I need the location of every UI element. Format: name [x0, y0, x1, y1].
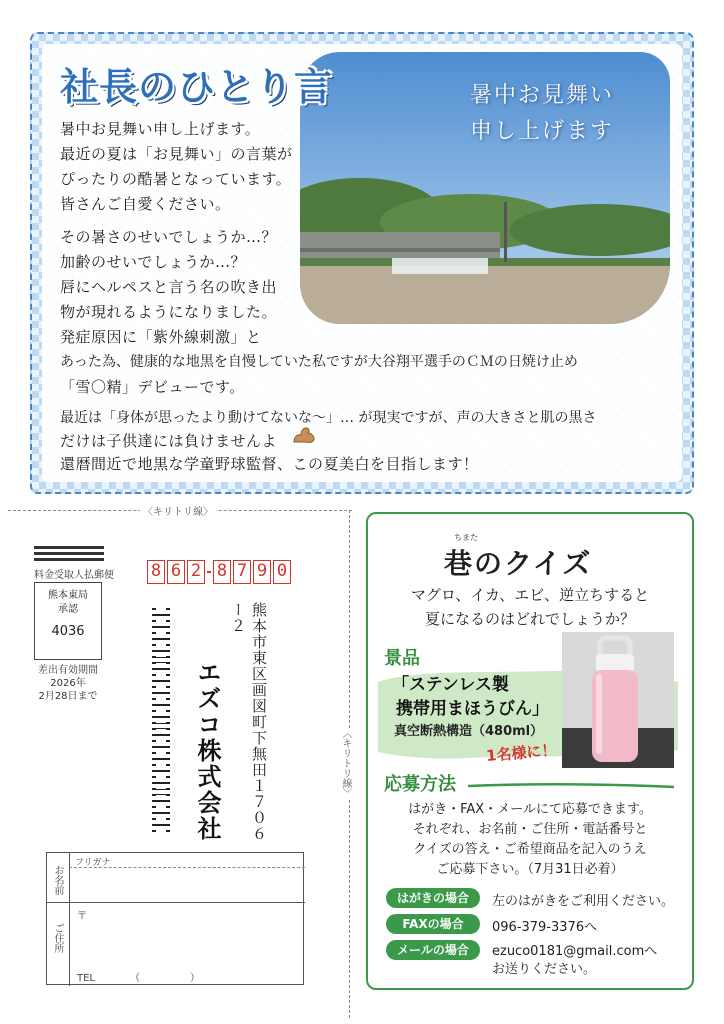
- zip-mark: 〒: [77, 911, 87, 922]
- postal-digit: 0: [273, 560, 291, 584]
- column-text-line: 発症原因に「紫外線刺激」と: [60, 328, 262, 346]
- prize-name-line: 「ステンレス製: [392, 675, 509, 695]
- validity-line: 2026年: [50, 678, 86, 689]
- tel-label: TEL （ ）: [77, 973, 200, 984]
- apply-heading-underline: [384, 782, 674, 790]
- sender-name-row: [47, 853, 305, 903]
- column-text-line: 還暦間近で地黒な学童野球監督、この夏美白を目指します！: [60, 455, 479, 473]
- cut-line-label-text: キリトリ線: [153, 507, 203, 518]
- label-divider: [69, 903, 70, 986]
- fax-method-badge: FAXの場合: [386, 914, 480, 934]
- thermos-bottle-image: [562, 632, 674, 768]
- permit-office: 熊本東局: [48, 590, 88, 601]
- postal-code-boxes: [147, 560, 291, 584]
- column-text-line: 加齢のせいでしょうか…？: [60, 253, 247, 271]
- permit-caption: 料金受取人払郵便: [34, 570, 114, 581]
- quiz-question-line: 夏になるのはどれでしょうか？: [424, 610, 635, 628]
- recipient-company: エズコ株式会社: [193, 660, 221, 842]
- column-text-line: その暑さのせいでしょうか…？: [60, 228, 278, 246]
- column-text-line: 最近は「身体が思ったより動けてないな～」… が現実ですが、声の大きさと肌の黒さ: [60, 410, 597, 426]
- flexed-bicep-icon: [292, 426, 316, 444]
- postcard-method-badge: はがきの場合: [386, 888, 480, 908]
- name-label: お名前: [52, 865, 63, 895]
- column-text-line: 唇にヘルペスと言う名の吹き出: [60, 278, 278, 296]
- apply-instruction-line: はがき・FAX・メールにて応募できます。: [408, 802, 652, 817]
- summer-greeting-line-1: 暑中お見舞い: [470, 83, 615, 108]
- column-text-line: ぴったりの酷暑となっています。: [60, 170, 292, 188]
- furigana-divider: [69, 867, 305, 868]
- apply-instruction-line: それぞれ、お名前・ご住所・電話番号と: [412, 822, 648, 837]
- quiz-title: 巷のクイズ: [444, 547, 593, 580]
- quiz-panel: [366, 512, 694, 990]
- cut-line-label-vertical: 〈キリトリ線〉: [337, 728, 353, 798]
- customer-barcode: [152, 608, 170, 836]
- sender-form: [46, 852, 304, 985]
- summer-greeting: [470, 78, 660, 150]
- column-text-line: 「雪〇精」デビューです。: [60, 378, 245, 396]
- postal-digit: 8: [213, 560, 231, 584]
- column-text-line: 皆さんご自愛ください。: [60, 195, 231, 213]
- fax-method-text: 096-379-3376へ: [492, 920, 598, 935]
- permit-validity: [32, 664, 104, 703]
- apply-heading: 応募方法: [384, 774, 456, 795]
- quiz-question-line: マグロ、イカ、エビ、逆立ちすると: [410, 586, 650, 604]
- permit-box: [34, 582, 102, 660]
- email-method-text[interactable]: ezuco0181@gmail.comへ: [492, 944, 658, 959]
- permit-approved: 承認: [58, 604, 78, 615]
- email-method-badge: メールの場合: [386, 940, 480, 960]
- cut-line-label-vertical-text: キリトリ線: [340, 738, 351, 788]
- column-text-line: あった為、健康的な地黒を自慢していた私ですが大谷翔平選手のＣＭの日焼け止め: [60, 354, 578, 370]
- validity-line: 2月28日まで: [38, 691, 98, 702]
- postage-stripes: [34, 546, 104, 564]
- prize-spec: 真空断熱構造（480ml）: [394, 724, 544, 739]
- furigana-label: フリガナ: [75, 858, 111, 868]
- postal-digit: 8: [147, 560, 165, 584]
- column-text-line: 暑中お見舞い申し上げます。: [60, 120, 261, 138]
- cut-line-label: 〈キリトリ線〉: [140, 503, 216, 518]
- column-text-line: 物が現れるようになりました。: [60, 303, 278, 321]
- apply-instruction-line: ご応募下さい。（7月31日必着）: [436, 862, 624, 877]
- postal-digit: 9: [253, 560, 271, 584]
- prize-heading: 景品: [384, 648, 420, 669]
- quiz-title-ruby: ちまた: [454, 533, 478, 542]
- postal-digit: 7: [233, 560, 251, 584]
- apply-instruction-line: クイズの答え・ご希望商品を記入のうえ: [413, 842, 647, 857]
- prize-name-line: 携帯用まほうびん」: [396, 699, 549, 719]
- column-text-line: 最近の夏は「お見舞い」の言葉が: [60, 145, 293, 163]
- postal-dash: [207, 560, 211, 584]
- summer-greeting-line-2: 申し上げます: [470, 119, 615, 144]
- recipient-address: 熊本市東区画図町下無田１７０６ー２: [229, 602, 268, 842]
- validity-line: 差出有効期間: [38, 665, 98, 676]
- email-method-suffix: お送りください。: [492, 962, 597, 977]
- postal-digit: 6: [167, 560, 185, 584]
- label-divider: [69, 853, 70, 902]
- permit-number: 4036: [51, 624, 85, 639]
- column-text-line: だけは子供達には負けませんよ: [60, 432, 278, 450]
- address-label: ご住所: [52, 923, 63, 953]
- column-title: 社長のひとり言: [60, 65, 334, 109]
- prize-winners: 1名様に！: [485, 740, 558, 766]
- postcard-method-text: 左のはがきをご利用ください。: [492, 894, 675, 909]
- postal-digit: 2: [187, 560, 205, 584]
